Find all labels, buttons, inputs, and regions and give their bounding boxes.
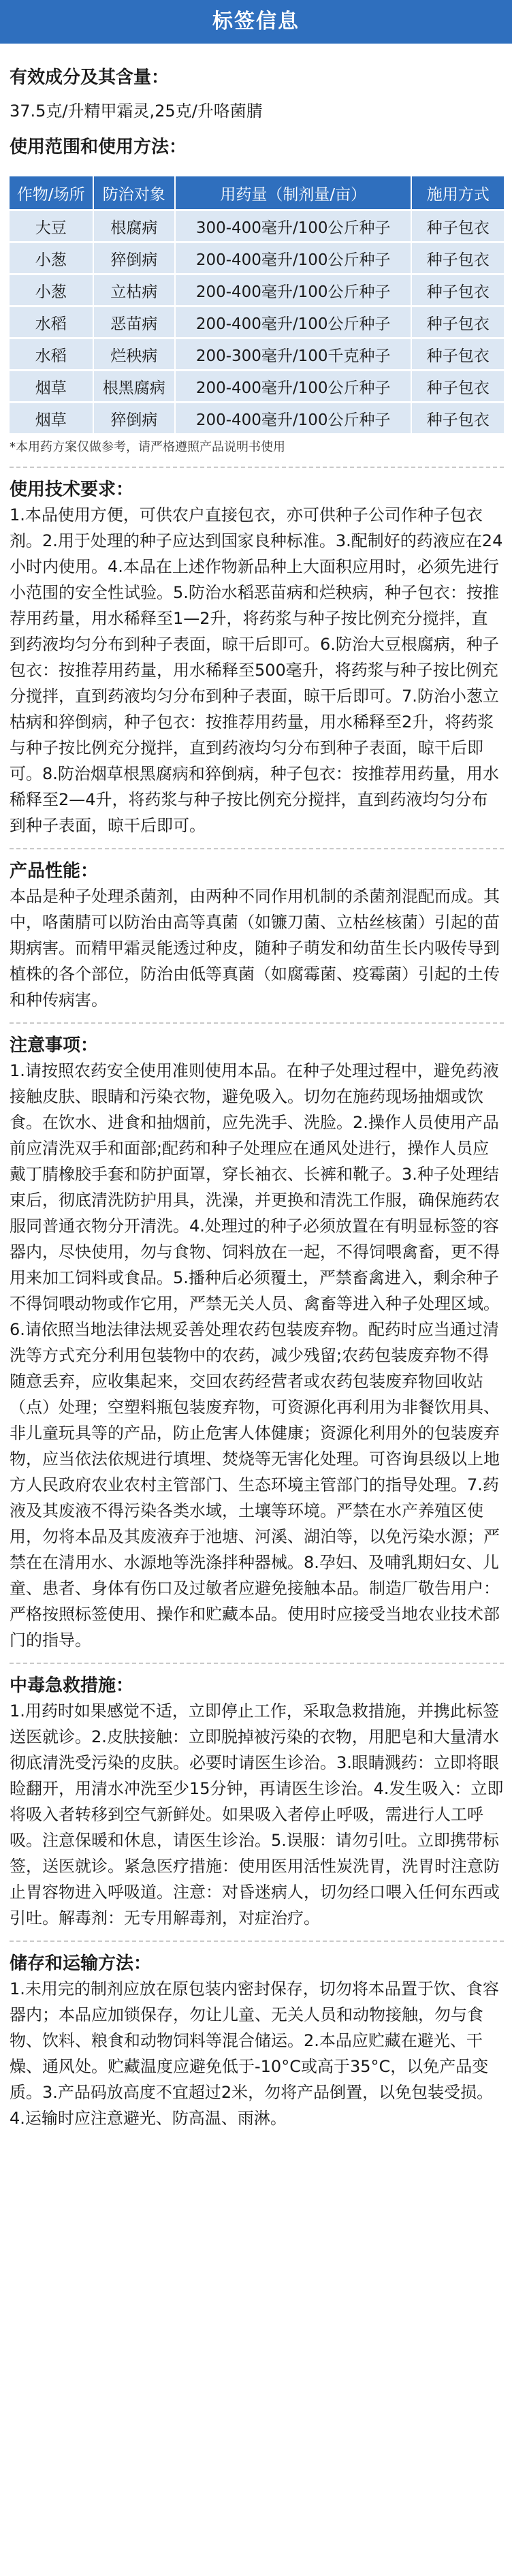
precautions-section: [10, 1033, 504, 1653]
cell-target: 恶苗病: [94, 307, 176, 337]
performance-heading: 产品性能：: [10, 861, 99, 881]
section-divider: [10, 467, 504, 468]
column-header-crop: 作物/场所: [10, 176, 94, 209]
cell-dosage: 200-400毫升/100公斤种子: [176, 243, 412, 273]
cell-target: 猝倒病: [94, 243, 176, 273]
usage-table: [10, 174, 504, 435]
cell-dosage: 200-400毫升/100公斤种子: [176, 307, 412, 337]
ingredients-text: 37.5克/升精甲霜灵,25克/升咯菌腈: [10, 101, 263, 121]
storage-text: 1.未用完的制剂应放在原包装内密封保存，切勿将本品置于饮、食容器内；本品应加锁保存，勿让儿童、无关人员和动物接触，勿与食物、饮料、粮食和动物饲料等混合储运。2.本品应贮藏在避光、干燥、通风处。贮藏温度应避免低于-10°C或高于35°C，以免产品变质。3.产品码放高度不宜超过2米，勿将产品倒置，以免包装受损。4.运输时应注意避光、防高温、雨淋。: [10, 1979, 499, 2128]
section-divider: [10, 848, 504, 849]
first-aid-section: [10, 1674, 504, 1931]
cell-target: 猝倒病: [94, 403, 176, 433]
first-aid-text: 1.用药时如果感觉不适，立即停止工作，采取急救措施，并携此标签送医就诊。2.皮肤接触：立即脱掉被污染的衣物，用肥皂和大量清水彻底清洗受污染的皮肤。必要时请医生诊治。3.眼睛溅药：立即将眼睑翻开，用清水冲洗至少15分钟，再请医生诊治。4.发生吸入：立即将吸入者转移到空气新鲜处。如果吸入者停止呼吸，需进行人工呼吸。注意保暖和休息，请医生诊治。5.误服：请勿引吐。立即携带标签，送医就诊。紧急医疗措施：使用医用活性炭洗胃，洗胃时注意防止胃容物进入呼吸道。注意：对昏迷病人，切勿经口喂入任何东西或引吐。解毒剂：无专用解毒剂，对症治疗。: [10, 1701, 504, 1928]
column-header-dosage: 用药量（制剂量/亩）: [176, 176, 412, 209]
cell-method: 种子包衣: [412, 275, 504, 305]
technical-section: [10, 477, 504, 838]
cell-target: 立枯病: [94, 275, 176, 305]
cell-crop: 水稻: [10, 339, 94, 369]
first-aid-heading: 中毒急救措施：: [10, 1676, 134, 1696]
storage-heading: 储存和运输方法：: [10, 1953, 152, 1974]
usage-section: [10, 135, 504, 457]
cell-target: 烂秧病: [94, 339, 176, 369]
usage-footnote: *本用药方案仅做参考，请严格遵照产品说明书使用: [10, 440, 285, 454]
cell-crop: 烟草: [10, 371, 94, 401]
cell-dosage: 200-400毫升/100公斤种子: [176, 403, 412, 433]
table-row: [10, 403, 504, 433]
cell-crop: 小葱: [10, 243, 94, 273]
performance-text: 本品是种子处理杀菌剂，由两种不同作用机制的杀菌剂混配而成。其中，咯菌腈可以防治由高等真菌（如镰刀菌、立枯丝核菌）引起的苗期病害。而精甲霜灵能透过种皮，随种子萌发和幼苗生长内吸传导到植株的各个部位，防治由低等真菌（如腐霉菌、疫霉菌）引起的土传和种传病害。: [10, 887, 500, 1009]
table-row: [10, 275, 504, 305]
section-divider: [10, 1941, 504, 1942]
usage-table-header-row: [10, 176, 504, 209]
cell-method: 种子包衣: [412, 371, 504, 401]
technical-text: 1.本品使用方便，可供农户直接包衣，亦可供种子公司作种子包衣剂。2.用于处理的种子应达到国家良种标准。3.配制好的药液应在24小时内使用。4.本品在上述作物新品种上大面积应用时，必须先进行小范围的安全性试验。5.防治水稻恶苗病和烂秧病，种子包衣：按推荐用药量，用水稀释至1—2升，将药浆与种子按比例充分搅拌，直到药液均匀分布到种子表面，晾干后即可。6.防治大豆根腐病，种子包衣：按推荐用药量，用水稀释至500毫升，将药浆与种子按比例充分搅拌，直到药液均匀分布到种子表面，晾干后即可。7.防治小葱立枯病和猝倒病，种子包衣：按推荐用药量，用水稀释至2升，将药浆与种子按比例充分搅拌，直到药液均匀分布到种子表面，晾干后即可。8.防治烟草根黑腐病和猝倒病，种子包衣：按推荐用药量，用水稀释至2—4升，将药浆与种子按比例充分搅拌，直到药液均匀分布到种子表面，晾干后即可。: [10, 505, 503, 835]
table-row: [10, 243, 504, 273]
precautions-text: 1.请按照农药安全使用准则使用本品。在种子处理过程中，避免药液接触皮肤、眼睛和污染衣物，避免吸入。切勿在施药现场抽烟或饮食。在饮水、进食和抽烟前，应先洗手、洗脸。2.操作人员使用产品前应清洗双手和面部;配药和种子处理应在通风处进行，操作人员应戴丁腈橡胶手套和防护面罩，穿长袖衣、长裤和靴子。3.种子处理结束后，彻底清洗防护用具，洗澡，并更换和清洗工作服，确保施药农服同普通衣物分开清洗。4.处理过的种子必须放置在有明显标签的容器内，尽快使用，勿与食物、饲料放在一起，不得饲喂禽畜，更不得用来加工饲料或食品。5.播种后必须覆土，严禁畜禽进入，剩余种子不得饲喂动物或作它用，严禁无关人员、禽畜等进入种子处理区域。6.请依照当地法律法规妥善处理农药包装废弃物。配药时应当通过清洗等方式充分利用包装物中的农药，减少残留;农药包装废弃物不得随意丢弃，应收集起来，交回农药经营者或农药包装废弃物回收站（点）处理；空塑料瓶包装废弃物，可资源化再利用为非餐饮用具、非儿童玩具等的产品，防止危害人体健康；资源化利用外的包装废弃物，应当依法依规进行填埋、焚烧等无害化处理。可咨询县级以上地方人民政府农业农村主管部门、生态环境主管部门的指导处理。7.药液及其废液不得污染各类水域，土壤等环境。严禁在水产养殖区使用，勿将本品及其废液弃于池塘、河溪、湖泊等，以免污染水源；严禁在在清用水、水源地等洗涤拌种器械。8.孕妇、及哺乳期妇女、儿童、患者、身体有伤口及过敏者应避免接触本品。制造厂敬告用户：严格按照标签使用、操作和贮藏本品。使用时应接受当地农业技术部门的指导。: [10, 1061, 500, 1650]
cell-crop: 大豆: [10, 211, 94, 241]
cell-dosage: 200-400毫升/100公斤种子: [176, 371, 412, 401]
ingredients-heading: 有效成分及其含量：: [10, 67, 170, 88]
cell-crop: 小葱: [10, 275, 94, 305]
label-content: [10, 65, 504, 2131]
page-header: [0, 0, 512, 44]
cell-target: 根腐病: [94, 211, 176, 241]
cell-dosage: 200-400毫升/100公斤种子: [176, 275, 412, 305]
table-row: [10, 211, 504, 241]
section-divider: [10, 1022, 504, 1024]
cell-method: 种子包衣: [412, 307, 504, 337]
precautions-heading: 注意事项：: [10, 1035, 99, 1056]
storage-section: [10, 1951, 504, 2131]
cell-dosage: 200-300毫升/100千克种子: [176, 339, 412, 369]
cell-method: 种子包衣: [412, 243, 504, 273]
ingredients-section: [10, 65, 504, 124]
cell-target: 根黑腐病: [94, 371, 176, 401]
table-row: [10, 307, 504, 337]
page-title: 标签信息: [212, 10, 300, 33]
table-row: [10, 371, 504, 401]
cell-crop: 烟草: [10, 403, 94, 433]
performance-section: [10, 859, 504, 1013]
cell-method: 种子包衣: [412, 339, 504, 369]
cell-crop: 水稻: [10, 307, 94, 337]
column-header-target: 防治对象: [94, 176, 176, 209]
table-row: [10, 339, 504, 369]
usage-heading: 使用范围和使用方法：: [10, 137, 187, 157]
column-header-method: 施用方式: [412, 176, 504, 209]
cell-method: 种子包衣: [412, 403, 504, 433]
technical-heading: 使用技术要求：: [10, 480, 134, 500]
cell-method: 种子包衣: [412, 211, 504, 241]
section-divider: [10, 1663, 504, 1664]
cell-dosage: 300-400毫升/100公斤种子: [176, 211, 412, 241]
